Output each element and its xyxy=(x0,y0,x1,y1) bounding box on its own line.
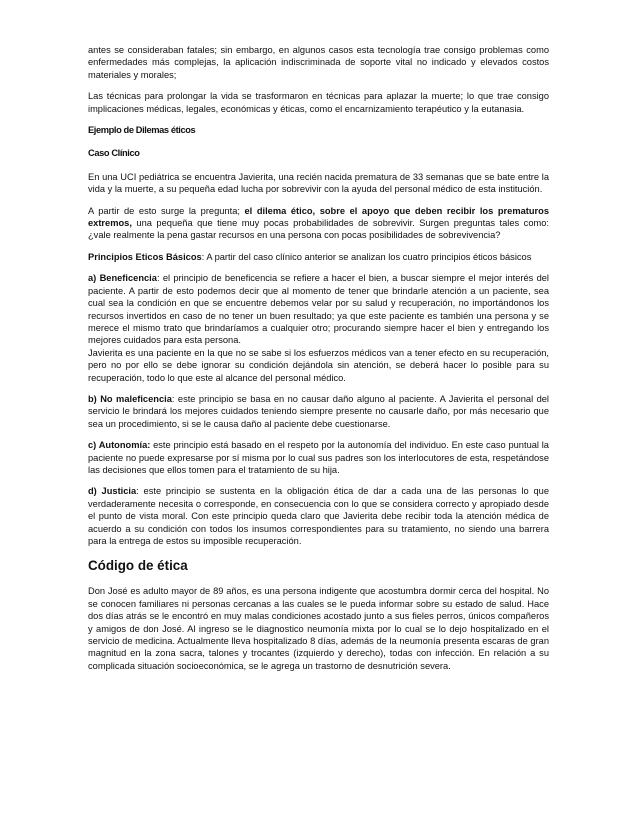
paragraph-non-maleficence xyxy=(88,393,549,430)
beneficence-text: : el principio de beneficencia se refiere a hacer el bien, a buscar siempre el mejor interés del paciente. A partir de esto podemos decir que al momento de tener que brindarle atención a un paciente, sea cual sea la condición en que se encuentre debemos velar por su salud y recuperación, no importándonos los recursos invertidos en caso de no tener un buen resultado; ya que este paciente es también una persona y se merece el mismo trato que brindaríamos a cualquier otro; procurando siempre hacer el bien y entregando los mejores cuidados para esta persona. xyxy=(88,273,549,346)
justice-title: d) Justicia xyxy=(88,486,137,497)
heading-code-of-ethics: Código de ética xyxy=(88,558,188,574)
non-maleficence-title: b) No maleficencia xyxy=(88,393,172,404)
non-maleficence-text: : este principio se basa en no causar daño alguno al paciente. A Javierita el personal del servicio le brindará los mejores cuidados teniendo siempre presente no causarle daño, por más necesario que sea un procedimiento, si se le causa daño al paciente debe cuestionarse. xyxy=(88,393,549,429)
autonomy-text: este principio está basado en el respeto por la autonomía del individuo. En este caso puntual la paciente no puede expresarse por sí misma por lo cual sus padres son los interlocutores de esta, respetándose las decisiones que ellos tomen para el tratamiento de su hija. xyxy=(88,440,549,475)
paragraph-javierita-effort: Javierita es una paciente en la que no se sabe si los esfuerzos médicos van a tener efecto en su recuperación, pero no por ello se debe ignorar su condición dejándola sin atención, se deberá hacer lo posible para su recuperación, todo lo que este al alcance del personal médico. xyxy=(88,347,549,383)
paragraph-beneficence xyxy=(88,272,549,346)
paragraph-case-description: En una UCI pediátrica se encuentra Javierita, una recién nacida prematura de 33 semanas que se bate entre la vida y la muerte, a su pequeña edad lucha por sobrevivir con la ayuda del personal médico de esta institución. xyxy=(88,171,549,195)
paragraph-don-jose: Don José es adulto mayor de 89 años, es una persona indigente que acostumbra dormir cerca del hospital. No se conocen familiares ni personas cercanas a las cuales se le pueda informar sobre su estado de salud. Hace dos días atrás se le encontró en muy malas condiciones acostado junto a sus fieles perros, únicos compañeros y amigos de don José. Al ingreso se le diagnostico neumonía mixta por lo cual se lo dejo hospitalizado en el servicio de medicina. Actualmente lleva hospitalizado 8 días, además de la neumonía presenta escaras de gran magnitud en la zona sacra, talones y trocantes (izquierdo y derecho), todas con infección. En relación a su complicada situación socioeconómica, se le agrega un trastorno de desnutrición severa. xyxy=(88,586,549,671)
question-intro: A partir de esto surge la pregunta; xyxy=(88,205,240,216)
principles-title: Principios Eticos Básicos xyxy=(88,251,202,262)
document-page xyxy=(88,44,549,681)
justice-text: : este principio se sustenta en la obligación ética de dar a cada una de las personas lo que verdaderamente necesita o corresponde, en consecuencia con lo que se considera correcto y apropiado desde el punto de vista moral. Con este principio queda claro que Javierita debe recibir toda la atención médica de acuerdo a su condición con todos los insumos correspondientes para su tratamiento, no siendo una barrera para la entrega de estos su imposible recuperación. xyxy=(88,486,549,546)
principles-text: : A partir del caso clínico anterior se analizan los cuatro principios éticos básicos xyxy=(201,251,532,262)
paragraph-life-techniques: Las técnicas para prolongar la vida se trasformaron en técnicas para aplazar la muerte; lo que trae consigo implicaciones médicas, legales, económicas y éticas, como el encarnizamiento terapéutico y la eutanasia. xyxy=(88,91,549,114)
paragraph-intro-continuation: antes se consideraban fatales; sin embargo, en algunos casos esta tecnología trae consigo problemas como enfermedades más complejas, la aplicación indiscriminada de soporte vital no indicado y elevados costos materiales y morales; xyxy=(88,45,549,80)
label-ethical-dilemmas: Ejemplo de Dilemas éticos xyxy=(88,125,196,136)
question-rest: una pequeña que tiene muy pocas probabilidades de sobrevivir. Surgen preguntas tales como: ¿vale realmente la pena gastar recursos en una persona con pocas posibilidades de sobrevivencia? xyxy=(88,218,549,241)
autonomy-title: c) Autonomía: xyxy=(88,440,151,451)
paragraph-justice xyxy=(88,485,549,547)
beneficence-title: a) Beneficencia xyxy=(88,273,157,284)
question-dilemma: el dilema ético, sobre el apoyo que deben recibir los prematuros extremos, xyxy=(88,205,549,229)
paragraph-principles xyxy=(88,251,549,263)
label-clinical-case: Caso Clínico xyxy=(88,148,140,159)
paragraph-autonomy xyxy=(88,439,549,476)
paragraph-question xyxy=(88,205,549,242)
